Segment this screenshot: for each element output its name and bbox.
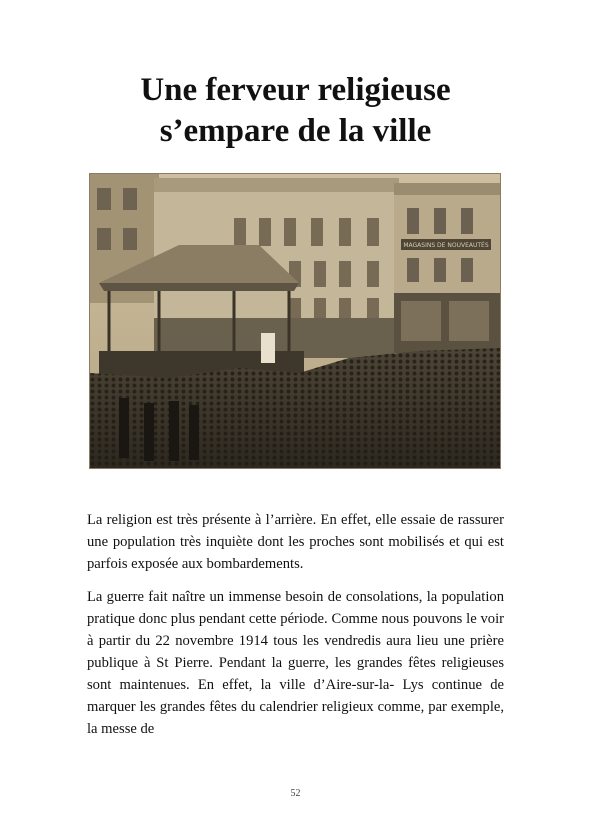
page-title-line-1: Une ferveur religieuse	[140, 72, 451, 108]
paragraph-2: La guerre fait naître un immense besoin de consolations, la population pratique donc plus pendant cette période. Comme nous pouvons le voir à partir du 22 novembre 1914 tous les vendredis aura lieu une prière publique à St Pierre. Pendant la guerre, les grandes fêtes religieuses sont maintenues. En effet, la ville d’Aire-sur-la- Lys continue de marquer les grandes fêtes du calendrier religieux comme, par exemple, la messe de	[87, 589, 504, 737]
photo-illustration	[89, 173, 501, 469]
article-body	[87, 509, 504, 751]
storefront-sign-text: MAGASINS DE NOUVEAUTÉS	[403, 242, 489, 249]
page-title	[0, 70, 591, 152]
historical-photo	[89, 173, 501, 469]
paragraph-1: La religion est très présente à l’arrière. En effet, elle essaie de rassurer une population très inquiète dont les proches sont mobilisés et qui est parfois exposée aux bombardements.	[87, 512, 504, 572]
page-number: 52	[290, 788, 301, 799]
page-title-line-2: s’empare de la ville	[159, 113, 432, 149]
